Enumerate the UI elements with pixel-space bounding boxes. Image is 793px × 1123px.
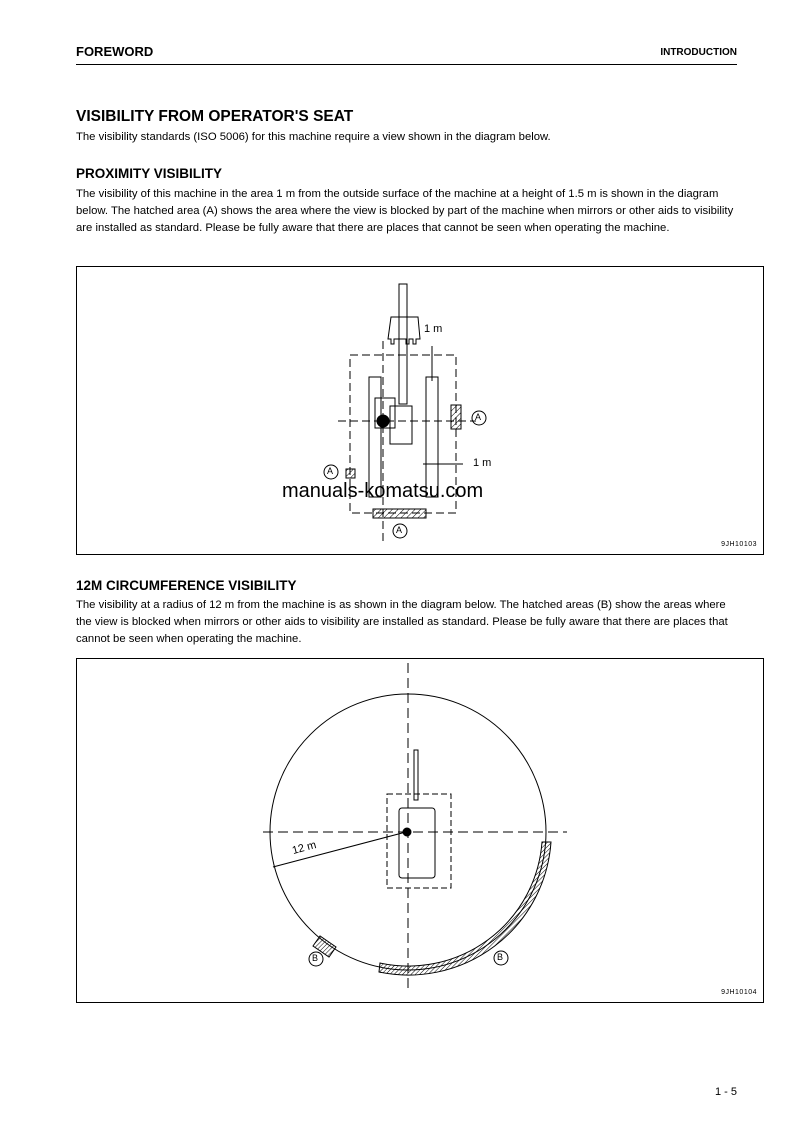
proximity-diagram: [76, 266, 764, 555]
area-label-a-left: A: [327, 466, 334, 476]
page-number: 1 - 5: [714, 1086, 737, 1098]
proximity-heading: PROXIMITY VISIBILITY: [76, 166, 223, 181]
area-label-b-right: B: [497, 952, 504, 962]
area-label-a-rear: A: [396, 525, 403, 535]
circumference-diagram: [76, 658, 764, 1003]
header-chapter: INTRODUCTION: [660, 47, 737, 58]
intro-text: The visibility standards (ISO 5006) for this machine require a view shown in the diagram below.: [76, 131, 551, 143]
watermark: manuals-komatsu.com: [282, 480, 484, 502]
header-section: FOREWORD: [76, 44, 154, 59]
header-divider: [76, 64, 737, 65]
page-title: VISIBILITY FROM OPERATOR'S SEAT: [76, 108, 354, 125]
circumference-heading: 12M CIRCUMFERENCE VISIBILITY: [76, 578, 297, 593]
area-label-a-right: A: [475, 412, 482, 422]
dimension-label-1m-side: 1 m: [473, 457, 492, 469]
dimension-label-1m-front: 1 m: [424, 323, 443, 335]
proximity-text: The visibility of this machine in the area 1 m from the outside surface of the machine at a height of 1.5 m is shown in the diagram below. The hatched area (A) shows the area where the view is blocked by part of the machine when mirrors or other aids to visibility are installed as standard. Please be fully aware that there are places that cannot be seen when operating the machine.: [76, 188, 734, 234]
circumference-text: The visibility at a radius of 12 m from the machine is as shown in the diagram below. The hatched areas (B) show the areas where the view is blocked when mirrors or other aids to visibility are installed as standard. Please be fully aware that there are places that cannot be seen when operating the machine.: [76, 599, 728, 645]
radius-label: 12 m: [290, 839, 318, 857]
area-label-b-left: B: [312, 953, 319, 963]
figure-code: 9JH10103: [721, 541, 757, 548]
figure-code: 9JH10104: [721, 989, 757, 996]
